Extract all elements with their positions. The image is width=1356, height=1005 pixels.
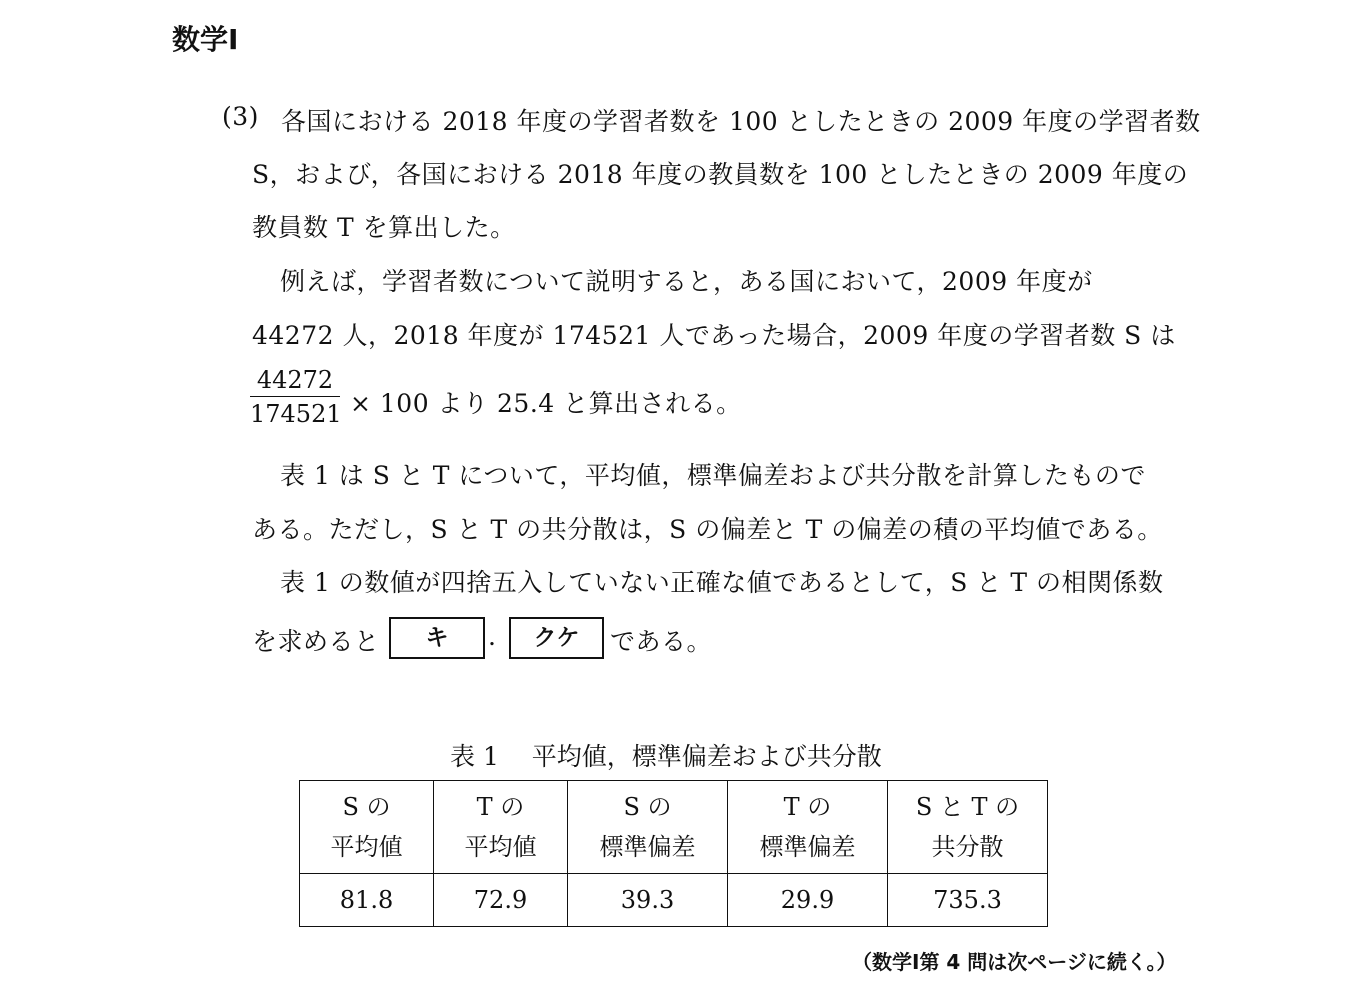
value-cell-t-std: 29.9 [728, 874, 888, 927]
fraction-denominator: 174521 [250, 400, 342, 428]
problem-line-5: 44272 人，2018 年度が 174521 人であった場合，2009 年度の学習者数 S は [252, 321, 1176, 350]
table-value-row [300, 874, 1048, 927]
problem-number: (3) [222, 102, 259, 131]
header-line1: S と T の [915, 793, 1020, 821]
problem-line-8: 表 1 の数値が四捨五入していない正確な値であるとして，S と T の相関係数 [280, 568, 1164, 597]
header-line1: T の [783, 793, 832, 821]
header-cell-t-mean [434, 781, 568, 874]
problem-line-7: ある。ただし，S と T の共分散は，S の偏差と T の偏差の積の平均値である。 [252, 515, 1163, 544]
problem-line-4: 例えば，学習者数について説明すると，ある国において，2009 年度が [280, 267, 1093, 296]
header-line2: 平均値 [464, 833, 537, 861]
fraction [250, 366, 340, 428]
value-cell-s-mean: 81.8 [300, 874, 434, 927]
answer-decimal-point: . [488, 622, 497, 651]
value-cell-t-mean: 72.9 [434, 874, 568, 927]
problem-line-1: 各国における 2018 年度の学習者数を 100 としたときの 2009 年度の学習者数 [281, 107, 1201, 136]
value-cell-s-std: 39.3 [568, 874, 728, 927]
header-line1: S の [623, 793, 672, 821]
after-fraction-text: × 100 より 25.4 と算出される。 [350, 389, 742, 418]
answer-box-ki: キ [389, 617, 485, 659]
problem-line-6: 表 1 は S と T について，平均値，標準偏差および共分散を計算したもので [280, 461, 1146, 490]
stats-table [299, 780, 1048, 927]
header-cell-covariance [888, 781, 1048, 874]
problem-line-3: 教員数 T を算出した。 [252, 213, 516, 242]
value-cell-covariance: 735.3 [888, 874, 1048, 927]
answer-prefix: を求めると [252, 627, 380, 656]
subject-header: 数学Ⅰ [172, 23, 239, 56]
header-line1: S の [342, 793, 391, 821]
table-caption: 表 1 平均値，標準偏差および共分散 [450, 742, 882, 771]
header-line1: T の [476, 793, 525, 821]
header-cell-t-std [728, 781, 888, 874]
header-line2: 標準偏差 [759, 833, 856, 861]
problem-line-2: S，および，各国における 2018 年度の教員数を 100 としたときの 2009 年度の [252, 160, 1189, 189]
answer-box-kuke: クケ [509, 617, 604, 659]
fraction-bar [250, 396, 340, 397]
header-cell-s-mean [300, 781, 434, 874]
table-header-row [300, 781, 1048, 874]
fraction-numerator: 44272 [256, 366, 334, 394]
continued-note: （数学Ⅰ第 4 問は次ページに続く。） [852, 950, 1177, 974]
answer-suffix: である。 [610, 627, 713, 656]
header-line2: 平均値 [330, 833, 403, 861]
header-line2: 共分散 [931, 833, 1004, 861]
header-cell-s-std [568, 781, 728, 874]
header-line2: 標準偏差 [599, 833, 696, 861]
